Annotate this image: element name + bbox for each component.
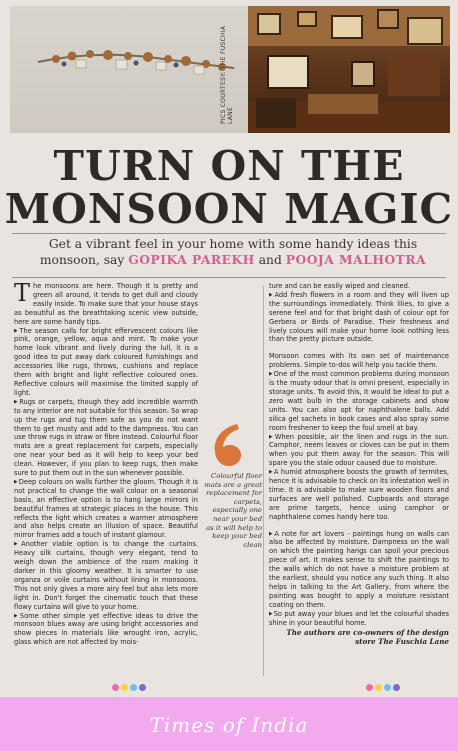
paragraph: ▶ The season calls for bright effervescent colours like pink, orange, yellow, aqua and mint. To make your home look vibrant and lively during the lull, it is a good idea to put away dark coloured furnishings and accessories like rugs, throws, cushions and replace them with bright and light reflective coloured ones. Reflective colours will maximise the limited supply of light. [14, 327, 198, 398]
blue-dot [384, 684, 391, 691]
author-byline: The authors are co-owners of the design store The Fuschia Lane [286, 627, 449, 646]
drop-cap: T [14, 279, 31, 307]
headline-line-1: TURN ON THE [53, 142, 405, 190]
headline-line-2: MONSOON MAGIC [4, 185, 454, 233]
paragraph: ▶ A note for art lovers - paintings hung on walls can also be affected by moisture. Dampness on the wall on which the painting hangs can spoil your precious piece of art. It makes sense to shift the paintings to the walls which do not have a moisture problem at the earliest, should you notice any such thing. It also helps in talking to the Art Gallery, from where the painting was bought to apply a moisture resistant coating on them. [269, 530, 449, 610]
paragraph [14, 279, 198, 327]
column-2 [269, 282, 449, 646]
paragraph: ▶ Another viable option is to change the curtains. Heavy silk curtains, though very elegant, tend to weigh down the ambience of the room making it darker in this gloomy weather. It is smarter to use organza or voile curtains without lining in monsoons. This not only gives a more airy feel but also lets more light in. Don't forget the cinematic touch that these flowy curtains will give to your home. [14, 540, 198, 611]
paragraph: ▶ When possible, air the linen and rugs in the sun. Camphor, neem leaves or cloves can be put in them when you put them away for the season. This will spare you the stale odour caused due to moisture. [269, 433, 449, 469]
column-divider [263, 286, 264, 676]
necklace-photo [10, 6, 248, 133]
deck-text: Get a vibrant feel in your home with some handy ideas this monsoon, say [39, 237, 418, 267]
top-rule [12, 233, 446, 234]
color-dots-right [366, 684, 426, 692]
source-title: Times of India [149, 713, 309, 737]
photo-credit: PICS COURTESY: THE FUSCHIA LANE [220, 25, 234, 124]
interior-photo [248, 6, 450, 133]
blue-dot [130, 684, 137, 691]
pink-dot [112, 684, 119, 691]
yellow-dot [375, 684, 382, 691]
paragraph: ▶ One of the most common problems during monsoon is the musty odour that is omni present, especially in storage units. To avoid this, it would be ideal to put a zero watt bulb in the storage cabinets and show units. You can also opt for naphthalene balls. Add silica gel sachets in book cases and also spray some room freshener to keep the foul smell at bay. [269, 370, 449, 432]
paragraph: ▶ Rugs or carpets, though they add incredible warmth to any interior are not suitable for this season. So wrap up the rugs and tug them safe as you do not want them to get musty and add to the dampness. You can use throw rugs in straw or fibre instead. Colourful floor mats are a great replacement for carpets, especially one near your bed as it will help to keep your bed clean. However, if you plan to keep rugs, then make sure to put them out in the sun whenever possible. [14, 398, 198, 478]
color-dots-left [112, 684, 172, 692]
pull-quote: Colourful floor mats are a great replacement for carpets, especially one near your bed as it will help to keep your bed clean [204, 472, 262, 549]
author-2: POOJA MALHOTRA [285, 252, 427, 267]
yellow-dot [121, 684, 128, 691]
purple-dot [393, 684, 400, 691]
column-1 [14, 279, 198, 647]
pink-dot [366, 684, 373, 691]
deck [28, 236, 438, 268]
paragraph: ▶ Some other simple yet effective ideas to drive the monsoon blues away are using bright accessories and show pieces in materials like wrought iron, acrylic, glass which are not affected by mois- [14, 612, 198, 648]
interior-illustration [248, 6, 450, 133]
deck-and: and [258, 253, 282, 267]
paragraph: ▶ Deep colours on walls further the gloom. Though it is not practical to change the wall colour on a seasonal basis, an effective option is to hang large mirrors in beautiful frames at strategic places in the house. This reflects the light which creates a warmer atmosphere and also helps create an illusion of space. Beautiful mirror frames add a touch of instant glamour. [14, 478, 198, 540]
author-1: GOPIKA PAREKH [128, 252, 255, 267]
paragraph: Monsoon comes with its own set of maintenance problems. Simple to-dos will help you tackle them. [269, 351, 449, 370]
necklace-illustration [36, 44, 236, 84]
paragraph-text: he monsoons are here. Though it is pretty and green all around, it tends to get dull and cloudy easily inside. To make sure that your house stays as beautiful as the breathtaking scenic view outside, here are some handy tips. [14, 281, 198, 326]
paragraph: ▶ So put away your blues and let the colourful shades shine in your beautiful home. [269, 610, 449, 628]
paragraph: ▶ A humid atmosphere boosts the growth of termites, hence it is advisable to check on its infestation well in time. It is advisable to make sure wooden floors and surfaces are well polished. Cupboards and storage are prime targets, hence using camphor or naphthalene comes handy here too. [269, 468, 449, 521]
paragraph: ▶ Add fresh flowers in a room and they will liven up the surroundings immediately. Think lilies, to give a serene feel and for that bright dash of colour opt for Gerbera or Birds of Paradise. Their freshness and lively colours will make your home look nothing less than the pretty picture outside. [269, 291, 449, 344]
deck-rule [12, 277, 446, 278]
paragraph: ture and can be easily wiped and cleaned. [269, 281, 410, 290]
quote-mark-icon [207, 420, 257, 470]
purple-dot [139, 684, 146, 691]
